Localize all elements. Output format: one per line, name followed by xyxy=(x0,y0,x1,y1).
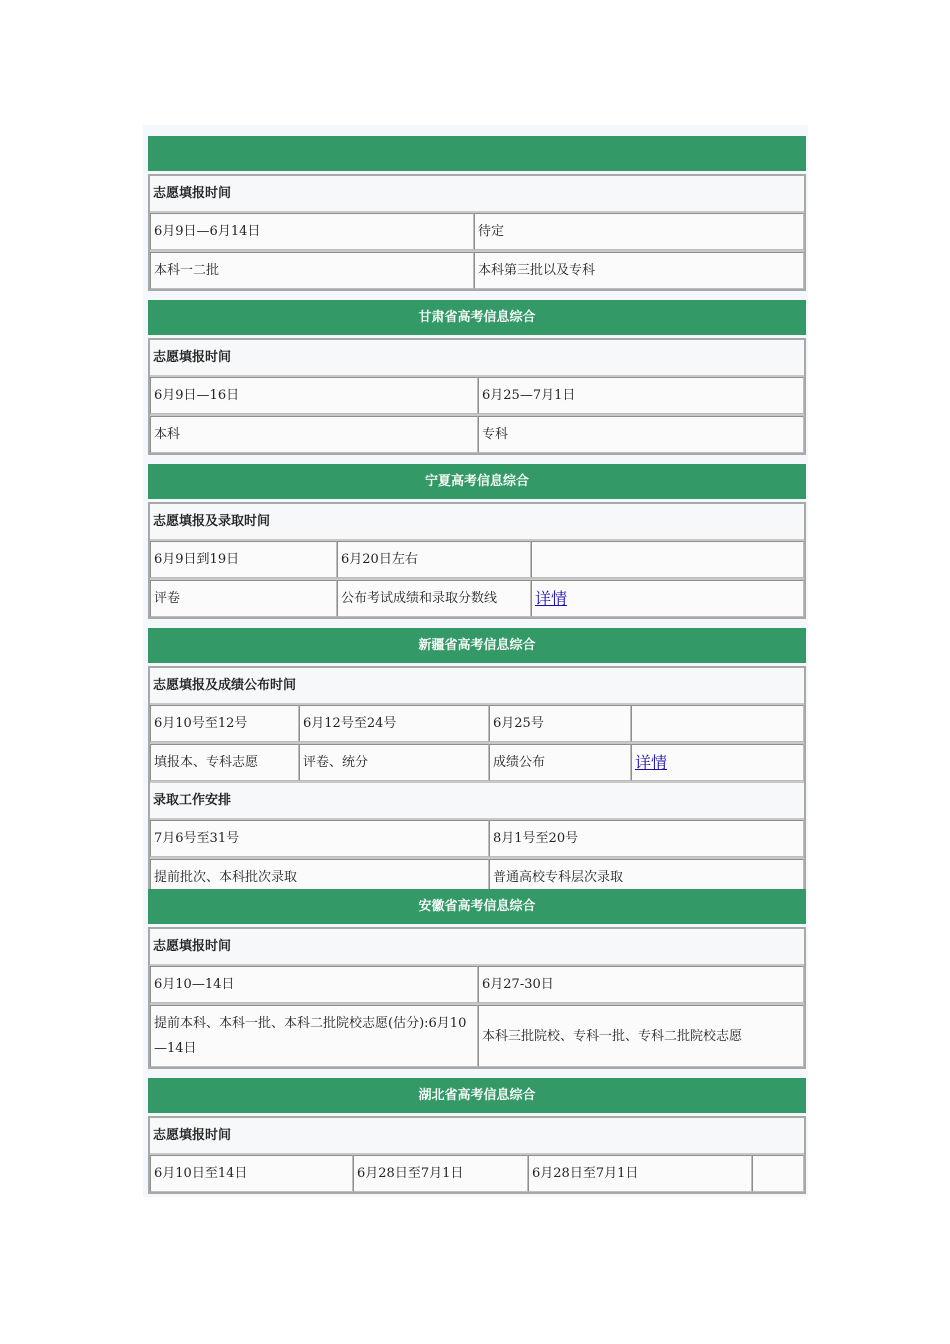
table-row xyxy=(150,703,804,742)
table-cell: 本科三批院校、专科一批、专科二批院校志愿 xyxy=(478,1005,804,1067)
table-cell: 提前批次、本科批次录取 xyxy=(150,859,489,896)
table-cell: 6月9日—6月14日 xyxy=(150,213,474,250)
table-row xyxy=(150,964,804,1003)
table-header-row xyxy=(150,668,804,703)
table-row xyxy=(150,414,804,453)
table-cell: 本科第三批以及专科 xyxy=(474,252,804,289)
section-title-banner: 新疆省高考信息综合 xyxy=(148,628,806,663)
section-title-banner: 安徽省高考信息综合 xyxy=(148,889,806,924)
section-title-banner: 湖北省高考信息综合 xyxy=(148,1078,806,1113)
table-cell: 6月20日左右 xyxy=(337,541,531,578)
table-row xyxy=(150,818,804,857)
section-title-banner xyxy=(148,136,806,171)
table-row xyxy=(150,578,804,617)
info-table xyxy=(148,1116,806,1194)
table-cell: 6月25—7月1日 xyxy=(478,377,804,414)
info-table xyxy=(148,502,806,619)
table-header: 志愿填报及录取时间 xyxy=(153,514,271,529)
table-cell: 本科一二批 xyxy=(150,252,474,289)
table-cell: 公布考试成绩和录取分数线 xyxy=(337,580,531,617)
table-cell xyxy=(631,705,804,742)
table-cell: 专科 xyxy=(478,416,804,453)
section-xinjiang xyxy=(148,628,806,898)
table-cell: 6月10日至14日 xyxy=(150,1155,353,1192)
table-row xyxy=(150,539,804,578)
table-row xyxy=(150,375,804,414)
details-link[interactable]: 详情 xyxy=(635,753,668,772)
section-anhui xyxy=(148,889,806,1069)
section-unnamed xyxy=(148,136,806,291)
table-header-row xyxy=(150,504,804,539)
table-cell: 待定 xyxy=(474,213,804,250)
table-header-row xyxy=(150,176,804,211)
table-cell: 6月25号 xyxy=(489,705,631,742)
table-cell: 6月9日到19日 xyxy=(150,541,337,578)
table-subheader: 录取工作安排 xyxy=(153,793,232,808)
table-header-row xyxy=(150,1118,804,1153)
table-row xyxy=(150,211,804,250)
table-cell: 填报本、专科志愿 xyxy=(150,744,299,781)
table-header: 志愿填报时间 xyxy=(153,939,232,954)
table-cell-link xyxy=(531,580,804,617)
table-row xyxy=(150,1153,804,1192)
table-header: 志愿填报时间 xyxy=(153,350,232,365)
table-header: 志愿填报时间 xyxy=(153,1128,232,1143)
table-header-row xyxy=(150,340,804,375)
info-table xyxy=(148,927,806,1069)
table-cell: 8月1号至20号 xyxy=(489,820,804,857)
table-cell: 6月28日至7月1日 xyxy=(528,1155,752,1192)
details-link[interactable]: 详情 xyxy=(535,589,568,608)
table-cell xyxy=(752,1155,804,1192)
table-header-row xyxy=(150,929,804,964)
info-table xyxy=(148,666,806,898)
section-ningxia xyxy=(148,464,806,619)
table-header: 志愿填报及成绩公布时间 xyxy=(153,678,297,693)
section-title-banner: 甘肃省高考信息综合 xyxy=(148,300,806,335)
table-cell: 提前本科、本科一批、本科二批院校志愿(估分):6月10—14日 xyxy=(150,1005,478,1067)
table-cell: 6月12号至24号 xyxy=(299,705,489,742)
table-subheader-row xyxy=(150,781,804,818)
section-title-banner: 宁夏高考信息综合 xyxy=(148,464,806,499)
table-cell-link xyxy=(631,744,804,781)
section-hubei xyxy=(148,1078,806,1194)
table-header: 志愿填报时间 xyxy=(153,186,232,201)
table-cell: 6月10—14日 xyxy=(150,966,478,1003)
table-cell: 7月6号至31号 xyxy=(150,820,489,857)
table-cell: 评卷 xyxy=(150,580,337,617)
section-gansu xyxy=(148,300,806,455)
table-cell: 6月27-30日 xyxy=(478,966,804,1003)
table-row xyxy=(150,1003,804,1067)
table-row xyxy=(150,742,804,781)
table-cell: 评卷、统分 xyxy=(299,744,489,781)
info-table xyxy=(148,174,806,291)
table-cell: 成绩公布 xyxy=(489,744,631,781)
info-table xyxy=(148,338,806,455)
table-cell: 6月10号至12号 xyxy=(150,705,299,742)
table-row xyxy=(150,250,804,289)
table-cell: 6月9日—16日 xyxy=(150,377,478,414)
table-cell xyxy=(531,541,804,578)
table-cell: 普通高校专科层次录取 xyxy=(489,859,804,896)
table-cell: 6月28日至7月1日 xyxy=(353,1155,528,1192)
table-cell: 本科 xyxy=(150,416,478,453)
